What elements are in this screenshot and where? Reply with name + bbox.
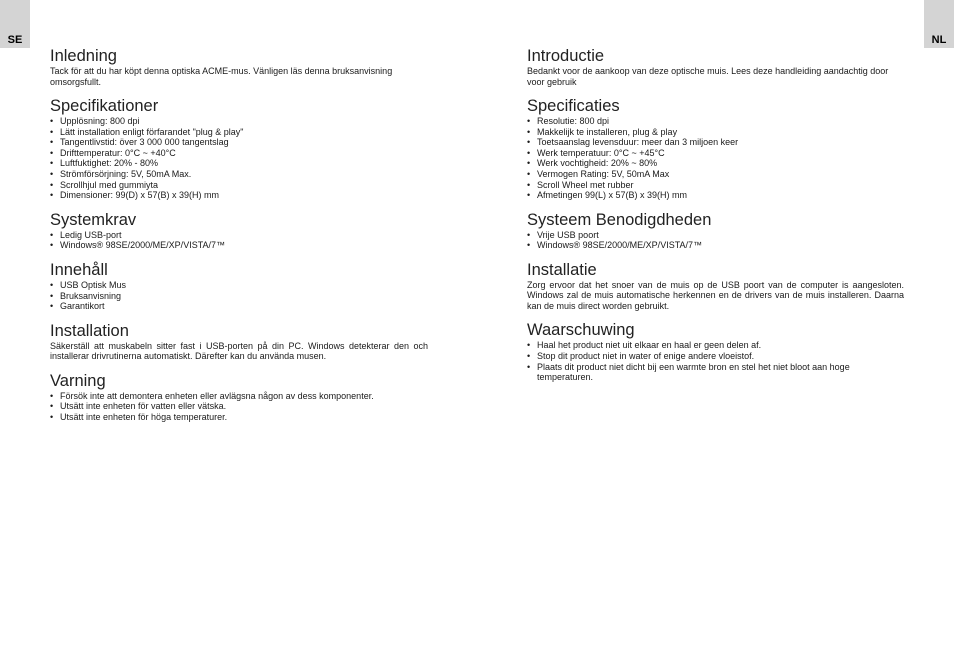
list-item: • Scrollhjul med gummiyta bbox=[50, 180, 428, 191]
section-contents-se bbox=[50, 260, 428, 312]
requirements-list-se bbox=[50, 230, 428, 251]
section-installation-se bbox=[50, 321, 428, 362]
specs-list-nl bbox=[527, 116, 904, 201]
warning-list-nl bbox=[527, 340, 904, 382]
section-requirements-se bbox=[50, 210, 428, 251]
installation-text-nl: Zorg ervoor dat het snoer van de muis op de USB poort van de computer is aangesloten. Windows zal de muis automatische herkennen en de drivers van de muis installeren. Daarna kan de muis direct worden gebruikt. bbox=[527, 279, 904, 311]
list-item: • Upplösning: 800 dpi bbox=[50, 116, 428, 127]
list-item: • Strömförsörjning: 5V, 50mA Max. bbox=[50, 169, 428, 180]
list-item: • Stop dit product niet in water of enige andere vloeistof. bbox=[527, 351, 904, 362]
list-item: • Werk vochtigheid: 20% ~ 80% bbox=[527, 158, 904, 169]
intro-text-nl: Bedankt voor de aankoop van deze optische muis. Lees deze handleiding aandachtig door voor gebruik bbox=[527, 66, 889, 87]
language-tab-nl: NL bbox=[924, 0, 954, 48]
section-installation-nl bbox=[527, 260, 904, 312]
column-nl bbox=[527, 46, 904, 392]
section-intro-se bbox=[50, 46, 428, 87]
heading-requirements-nl: Systeem Benodigdheden bbox=[527, 210, 712, 229]
list-item: • Makkelijk te installeren, plug & play bbox=[527, 127, 904, 138]
heading-installation-se: Installation bbox=[50, 321, 129, 340]
heading-intro-se: Inledning bbox=[50, 47, 117, 65]
list-item: • Försök inte att demontera enheten eller avlägsna någon av dess komponenter. bbox=[50, 391, 428, 402]
list-item: • Scroll Wheel met rubber bbox=[527, 180, 904, 191]
list-item: • Werk temperatuur: 0°C ~ +45°C bbox=[527, 148, 904, 159]
list-item: • Utsätt inte enheten för höga temperaturer. bbox=[50, 412, 428, 423]
list-item: • Afmetingen 99(L) x 57(B) x 39(H) mm bbox=[527, 190, 904, 201]
column-se bbox=[50, 46, 428, 432]
heading-intro-nl: Introductie bbox=[527, 47, 605, 65]
list-item: • Vrije USB poort bbox=[527, 230, 904, 241]
language-tab-se: SE bbox=[0, 0, 30, 48]
list-item: • Ledig USB-port bbox=[50, 230, 428, 241]
list-item: • Resolutie: 800 dpi bbox=[527, 116, 904, 127]
section-warning-nl bbox=[527, 320, 904, 382]
intro-text-se: Tack för att du har köpt denna optiska ACME-mus. Vänligen läs denna bruksanvisning omsorgsfullt. bbox=[50, 66, 393, 87]
section-specs-se bbox=[50, 96, 428, 201]
list-item: • Utsätt inte enheten för vatten eller vätska. bbox=[50, 401, 428, 412]
list-item: • Lätt installation enligt förfarandet "plug & play" bbox=[50, 127, 428, 138]
heading-specs-nl: Specificaties bbox=[527, 97, 620, 115]
heading-warning-nl: Waarschuwing bbox=[527, 321, 635, 340]
heading-warning-se: Varning bbox=[50, 371, 106, 390]
list-item: • USB Optisk Mus bbox=[50, 280, 428, 291]
installation-text-se: Säkerställ att muskabeln sitter fast i USB-porten på din PC. Windows detekterar den och installerar drivrutinerna automatiskt. Därefter kan du använda musen. bbox=[50, 340, 428, 362]
section-warning-se bbox=[50, 371, 428, 423]
heading-specs-se: Specifikationer bbox=[50, 97, 159, 115]
specs-list-se bbox=[50, 116, 428, 201]
section-requirements-nl bbox=[527, 210, 904, 251]
list-item: • Bruksanvisning bbox=[50, 291, 428, 302]
contents-list-se bbox=[50, 280, 428, 312]
list-item: • Haal het product niet uit elkaar en haal er geen delen af. bbox=[527, 340, 904, 351]
list-item: • Plaats dit product niet dicht bij een warmte bron en stel het niet bloot aan hoge temperaturen. bbox=[527, 362, 904, 383]
list-item: • Garantikort bbox=[50, 301, 428, 312]
heading-contents-se: Innehåll bbox=[50, 260, 108, 279]
requirements-list-nl bbox=[527, 230, 904, 251]
list-item: • Windows® 98SE/2000/ME/XP/VISTA/7™ bbox=[527, 240, 904, 251]
list-item: • Dimensioner: 99(D) x 57(B) x 39(H) mm bbox=[50, 190, 428, 201]
list-item: • Drifttemperatur: 0°C ~ +40°C bbox=[50, 148, 428, 159]
heading-installation-nl: Installatie bbox=[527, 260, 597, 279]
list-item: • Luftfuktighet: 20% - 80% bbox=[50, 158, 428, 169]
heading-requirements-se: Systemkrav bbox=[50, 210, 137, 229]
list-item: • Tangentlivstid: över 3 000 000 tangentslag bbox=[50, 137, 428, 148]
warning-list-se bbox=[50, 391, 428, 423]
section-intro-nl bbox=[527, 46, 904, 87]
list-item: • Windows® 98SE/2000/ME/XP/VISTA/7™ bbox=[50, 240, 428, 251]
list-item: • Vermogen Rating: 5V, 50mA Max bbox=[527, 169, 904, 180]
list-item: • Toetsaanslag levensduur: meer dan 3 miljoen keer bbox=[527, 137, 904, 148]
section-specs-nl bbox=[527, 96, 904, 201]
